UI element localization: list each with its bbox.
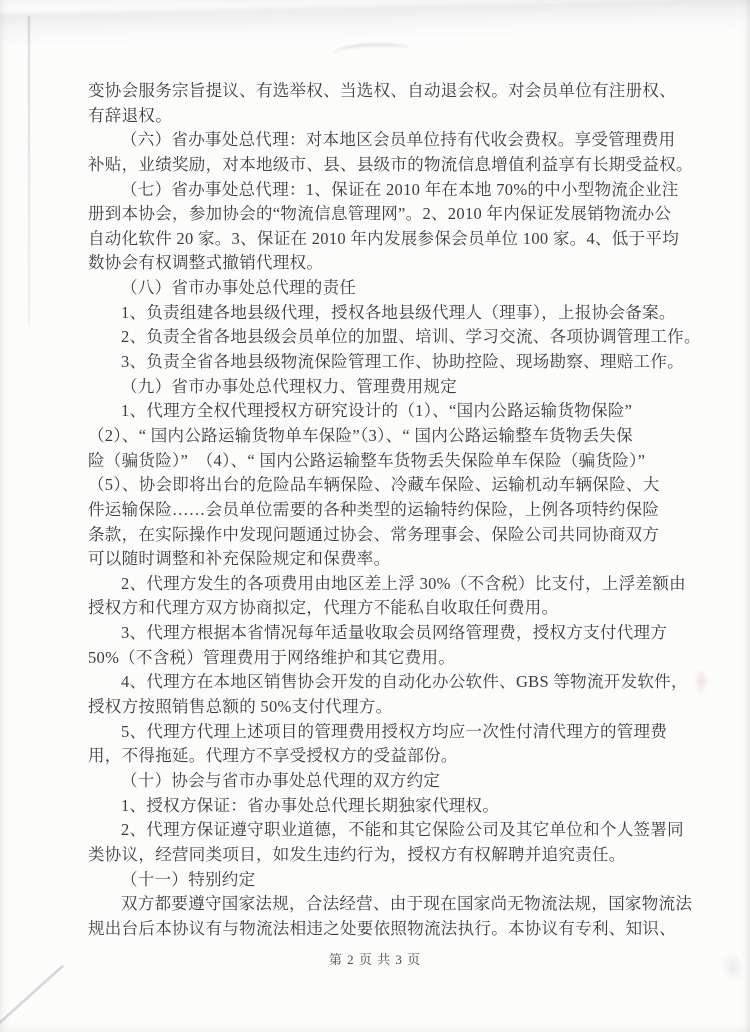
scan-fold-line-bottom-left bbox=[0, 965, 64, 1032]
text-line: 变协会服务宗旨提议、有选举权、当选权、自动退会权。对会员单位有注册权、 bbox=[88, 81, 676, 100]
text-line: 用，不得拖延。代理方不享受授权方的受益部份。 bbox=[88, 746, 458, 766]
text-line: （2）、“ 国内公路运输货物单车保险”（3）、“ 国内公路运输整车货物丢失保 bbox=[88, 425, 633, 445]
scan-smudge-top-center bbox=[333, 43, 409, 60]
text-line: （七）省办事处总代理：1、保证在 2010 年在本地 70%的中小型物流企业注 bbox=[121, 179, 679, 199]
text-line: 可以随时调整和补充保险规定和保费率。 bbox=[88, 549, 391, 569]
text-line: 险（骗货险）” （4）、“ 国内公路运输整车货物丢失保险单车保险（骗货险）” bbox=[88, 450, 646, 470]
text-line: （六）省办事处总代理：对本地区会员单位持有代收会费权。享受管理费用 bbox=[121, 130, 676, 150]
page-number-footer: 第 2 页 共 3 页 bbox=[328, 952, 422, 967]
scan-smudge-right bbox=[694, 668, 708, 694]
text-line: （5）、协会即将出台的危险品车辆保险、冷藏车保险、运输机动车辆保险、大 bbox=[88, 475, 660, 495]
text-line: 授权方和代理方双方协商拟定，代理方不能私自收取任何费用。 bbox=[88, 598, 559, 618]
text-line: 1、负责组建各地县级代理，授权各地县级代理人（理事），上报协会备案。 bbox=[121, 302, 676, 322]
text-line: 双方都要遵守国家法规，合法经营、由于现在国家尚无物流法规，国家物流法 bbox=[121, 894, 693, 914]
document-body bbox=[88, 79, 701, 941]
scan-edge-line-left bbox=[28, 16, 30, 326]
text-line: 自动化软件 20 家。3、保证在 2010 年内发展参保会员单位 100 家。4、低于平均 bbox=[88, 228, 679, 248]
text-line: 2、代理方保证遵守职业道德，不能和其它保险公司及其它单位和个人签署同 bbox=[121, 820, 684, 840]
text-line: 3、负责全省各地县级物流保险管理工作、协助控险、现场勘察、理赔工作。 bbox=[121, 352, 684, 372]
text-line: 条款，在实际操作中发现问题通过协会、常务理事会、保险公司共同协商双方 bbox=[88, 524, 660, 544]
scan-shadow-top bbox=[0, 0, 750, 48]
text-line: （八）省市办事处总代理的责任 bbox=[121, 278, 357, 298]
text-line: 1、代理方全权代理授权方研究设计的（1）、“国内公路运输货物保险” bbox=[121, 401, 633, 421]
text-line: 4、代理方在本地区销售协会开发的自动化办公软件、GBS 等物流开发软件， bbox=[121, 672, 688, 692]
text-line: 补贴，业绩奖励，对本地级市、县、县级市的物流信息增值利益享有长期受益权。 bbox=[88, 154, 693, 174]
text-line: 1、授权方保证：省办事处总代理长期独家代理权。 bbox=[121, 795, 500, 815]
text-line: 数协会有权调整式撤销代理权。 bbox=[88, 253, 324, 273]
text-line: （十一）特别约定 bbox=[121, 869, 256, 889]
text-line: （九）省市办事处总代理权力、管理费用规定 bbox=[121, 376, 457, 396]
text-line: 授权方按照销售总额的 50%支付代理方。 bbox=[88, 697, 393, 717]
text-line: 件运输保险……会员单位需要的各种类型的运输特约保险，上例各项特约保险 bbox=[88, 499, 660, 519]
text-line: 5、代理方代理上述项目的管理费用授权方均应一次性付清代理方的管理费 bbox=[121, 721, 668, 741]
text-line: 类协议，经营同类项目，如发生违约行为，授权方有权解聘并追究责任。 bbox=[88, 844, 626, 864]
text-line: 有辞退权。 bbox=[88, 105, 172, 125]
text-line: （十）协会与省市办事处总代理的双方约定 bbox=[121, 770, 441, 790]
text-line: 规出台后本协议有与物流法相违之处要依照物流法执行。本协议有专利、知识、 bbox=[88, 918, 676, 938]
text-line: 册到本协会，参加协会的“物流信息管理网”。2、2010 年内保证发展销物流办公 bbox=[88, 204, 672, 224]
text-line: 2、负责全省各地县级会员单位的加盟、培训、学习交流、各项协调管理工作。 bbox=[121, 327, 701, 347]
text-line: 3、代理方根据本省情况每年适量收取会员网络管理费，授权方支付代理方 bbox=[121, 623, 668, 643]
text-line: 50%（不含税）管理费用于网络维护和其它费用。 bbox=[88, 647, 456, 667]
text-line: 2、代理方发生的各项费用由地区差上浮 30%（不含税）比支付，上浮差额由 bbox=[121, 573, 686, 593]
